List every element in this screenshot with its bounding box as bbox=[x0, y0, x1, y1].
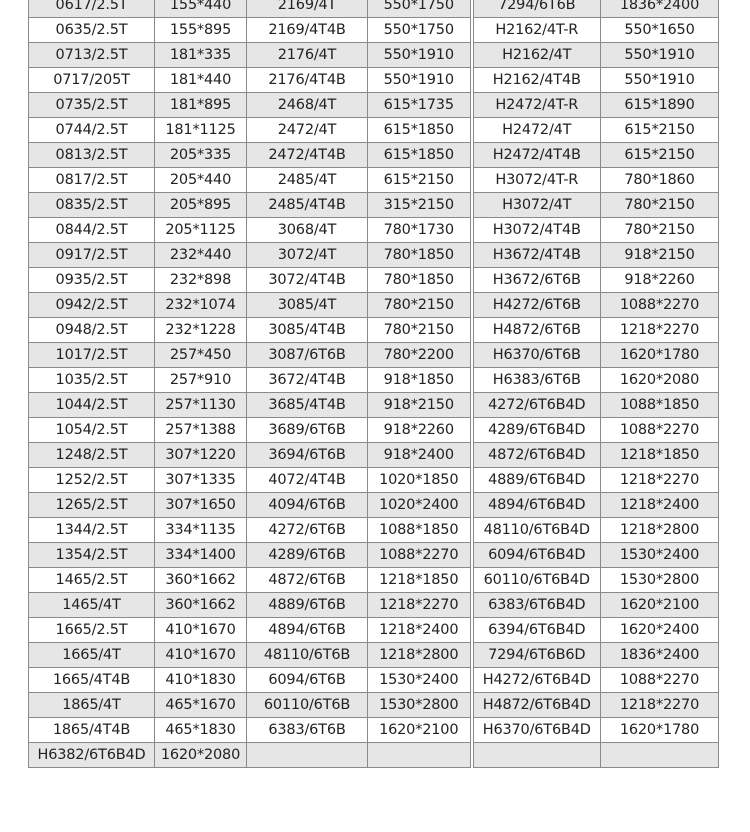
cell-model-c: H4872/6T6B bbox=[472, 318, 601, 343]
cell-size-a: 205*440 bbox=[155, 168, 247, 193]
table-row bbox=[29, 93, 719, 118]
cell-size-a: 232*1228 bbox=[155, 318, 247, 343]
cell-size-b: 615*2150 bbox=[368, 168, 472, 193]
cell-model-c: H3072/4T4B bbox=[472, 218, 601, 243]
cell-model-a: 0817/2.5T bbox=[29, 168, 155, 193]
cell-size-b: 780*2150 bbox=[368, 318, 472, 343]
cell-size-a: 257*450 bbox=[155, 343, 247, 368]
cell-size-c: 918*2260 bbox=[601, 268, 719, 293]
cell-model-c bbox=[472, 743, 601, 768]
cell-size-c: 918*2150 bbox=[601, 243, 719, 268]
cell-model-a: 1248/2.5T bbox=[29, 443, 155, 468]
table-row bbox=[29, 393, 719, 418]
cell-size-b: 1530*2400 bbox=[368, 668, 472, 693]
cell-model-b: 2468/4T bbox=[247, 93, 368, 118]
table-row bbox=[29, 593, 719, 618]
cell-size-b: 315*2150 bbox=[368, 193, 472, 218]
cell-size-a: 181*440 bbox=[155, 68, 247, 93]
cell-size-c: 1530*2800 bbox=[601, 568, 719, 593]
cell-size-b: 615*1850 bbox=[368, 118, 472, 143]
cell-model-c: H3072/4T bbox=[472, 193, 601, 218]
cell-size-b bbox=[368, 743, 472, 768]
cell-size-a: 334*1135 bbox=[155, 518, 247, 543]
cell-size-a: 410*1830 bbox=[155, 668, 247, 693]
cell-size-c: 1218*2270 bbox=[601, 468, 719, 493]
cell-size-b: 1218*2270 bbox=[368, 593, 472, 618]
cell-size-b: 780*1850 bbox=[368, 243, 472, 268]
cell-model-c: H2162/4T4B bbox=[472, 68, 601, 93]
cell-size-c: 550*1650 bbox=[601, 18, 719, 43]
cell-model-c: H3672/4T4B bbox=[472, 243, 601, 268]
cell-model-c: 4894/6T6B4D bbox=[472, 493, 601, 518]
table-row bbox=[29, 168, 719, 193]
cell-size-b: 550*1750 bbox=[368, 18, 472, 43]
table-row bbox=[29, 268, 719, 293]
cell-size-c: 1530*2400 bbox=[601, 543, 719, 568]
cell-model-a: 0617/2.5T bbox=[29, 0, 155, 18]
cell-size-b: 918*2400 bbox=[368, 443, 472, 468]
cell-model-c: 4289/6T6B4D bbox=[472, 418, 601, 443]
spec-table-body bbox=[29, 0, 719, 768]
cell-model-b: 6094/6T6B bbox=[247, 668, 368, 693]
table-row bbox=[29, 343, 719, 368]
cell-size-c: 1218*1850 bbox=[601, 443, 719, 468]
cell-model-b: 3085/4T4B bbox=[247, 318, 368, 343]
cell-size-b: 550*1910 bbox=[368, 68, 472, 93]
cell-model-b: 3685/4T4B bbox=[247, 393, 368, 418]
cell-size-a: 465*1830 bbox=[155, 718, 247, 743]
cell-model-a: 1252/2.5T bbox=[29, 468, 155, 493]
table-row bbox=[29, 493, 719, 518]
cell-model-a: 1054/2.5T bbox=[29, 418, 155, 443]
cell-model-a: 1017/2.5T bbox=[29, 343, 155, 368]
cell-size-c: 780*2150 bbox=[601, 193, 719, 218]
cell-size-b: 1620*2100 bbox=[368, 718, 472, 743]
cell-size-b: 918*2150 bbox=[368, 393, 472, 418]
cell-size-b: 550*1750 bbox=[368, 0, 472, 18]
cell-model-c: H2162/4T bbox=[472, 43, 601, 68]
cell-size-c: 1218*2400 bbox=[601, 493, 719, 518]
cell-model-a: 0917/2.5T bbox=[29, 243, 155, 268]
table-row bbox=[29, 143, 719, 168]
cell-model-b: 2472/4T4B bbox=[247, 143, 368, 168]
cell-model-b: 3072/4T bbox=[247, 243, 368, 268]
cell-size-a: 232*1074 bbox=[155, 293, 247, 318]
cell-size-a: 257*1130 bbox=[155, 393, 247, 418]
table-row bbox=[29, 368, 719, 393]
cell-model-c: H4272/6T6B4D bbox=[472, 668, 601, 693]
cell-size-b: 918*1850 bbox=[368, 368, 472, 393]
cell-size-b: 1088*2270 bbox=[368, 543, 472, 568]
cell-model-c: 60110/6T6B4D bbox=[472, 568, 601, 593]
cell-size-b: 615*1735 bbox=[368, 93, 472, 118]
cell-model-a: 1044/2.5T bbox=[29, 393, 155, 418]
cell-model-a: 1665/4T4B bbox=[29, 668, 155, 693]
cell-model-b: 2485/4T bbox=[247, 168, 368, 193]
cell-size-c: 1620*2400 bbox=[601, 618, 719, 643]
cell-size-b: 918*2260 bbox=[368, 418, 472, 443]
cell-size-a: 410*1670 bbox=[155, 618, 247, 643]
cell-size-a: 1620*2080 bbox=[155, 743, 247, 768]
cell-size-a: 205*895 bbox=[155, 193, 247, 218]
cell-model-c: H6370/6T6B4D bbox=[472, 718, 601, 743]
cell-model-c: H2472/4T-R bbox=[472, 93, 601, 118]
table-row bbox=[29, 743, 719, 768]
cell-model-c: H2162/4T-R bbox=[472, 18, 601, 43]
cell-model-a: 1344/2.5T bbox=[29, 518, 155, 543]
cell-size-a: 465*1670 bbox=[155, 693, 247, 718]
cell-size-a: 205*335 bbox=[155, 143, 247, 168]
cell-size-b: 1218*2400 bbox=[368, 618, 472, 643]
cell-size-a: 410*1670 bbox=[155, 643, 247, 668]
cell-model-b: 4872/6T6B bbox=[247, 568, 368, 593]
cell-model-a: 1265/2.5T bbox=[29, 493, 155, 518]
table-row bbox=[29, 18, 719, 43]
spec-table bbox=[28, 0, 719, 768]
cell-size-a: 232*898 bbox=[155, 268, 247, 293]
cell-size-b: 780*2150 bbox=[368, 293, 472, 318]
cell-model-a: 1035/2.5T bbox=[29, 368, 155, 393]
cell-size-b: 550*1910 bbox=[368, 43, 472, 68]
table-row bbox=[29, 293, 719, 318]
table-row bbox=[29, 668, 719, 693]
cell-model-b: 4894/6T6B bbox=[247, 618, 368, 643]
cell-size-a: 155*440 bbox=[155, 0, 247, 18]
cell-model-a: 0713/2.5T bbox=[29, 43, 155, 68]
cell-size-c: 780*1860 bbox=[601, 168, 719, 193]
table-row bbox=[29, 693, 719, 718]
cell-model-a: 0813/2.5T bbox=[29, 143, 155, 168]
cell-model-a: 1865/4T bbox=[29, 693, 155, 718]
cell-model-b: 4889/6T6B bbox=[247, 593, 368, 618]
cell-size-c: 1620*2080 bbox=[601, 368, 719, 393]
cell-size-b: 1020*1850 bbox=[368, 468, 472, 493]
cell-size-c: 1218*2800 bbox=[601, 518, 719, 543]
cell-model-c: H3672/6T6B bbox=[472, 268, 601, 293]
cell-size-c: 615*2150 bbox=[601, 118, 719, 143]
cell-size-b: 780*1850 bbox=[368, 268, 472, 293]
cell-model-b: 3672/4T4B bbox=[247, 368, 368, 393]
cell-model-b: 3072/4T4B bbox=[247, 268, 368, 293]
cell-size-c: 1836*2400 bbox=[601, 643, 719, 668]
cell-model-b: 2169/4T bbox=[247, 0, 368, 18]
cell-model-c: H4872/6T6B4D bbox=[472, 693, 601, 718]
cell-model-c: 4872/6T6B4D bbox=[472, 443, 601, 468]
cell-model-c: H2472/4T bbox=[472, 118, 601, 143]
cell-model-c: H2472/4T4B bbox=[472, 143, 601, 168]
cell-model-b: 3087/6T6B bbox=[247, 343, 368, 368]
cell-model-a: 0744/2.5T bbox=[29, 118, 155, 143]
table-row bbox=[29, 418, 719, 443]
cell-model-a: 1665/4T bbox=[29, 643, 155, 668]
cell-model-a: 1465/4T bbox=[29, 593, 155, 618]
cell-size-c: 1218*2270 bbox=[601, 318, 719, 343]
cell-model-c: 6094/6T6B4D bbox=[472, 543, 601, 568]
cell-size-b: 1218*2800 bbox=[368, 643, 472, 668]
cell-model-c: H3072/4T-R bbox=[472, 168, 601, 193]
table-row bbox=[29, 318, 719, 343]
cell-model-a: 0844/2.5T bbox=[29, 218, 155, 243]
table-row bbox=[29, 118, 719, 143]
table-row bbox=[29, 543, 719, 568]
table-row bbox=[29, 243, 719, 268]
cell-size-a: 307*1650 bbox=[155, 493, 247, 518]
cell-model-b: 4072/4T4B bbox=[247, 468, 368, 493]
cell-model-a: 0835/2.5T bbox=[29, 193, 155, 218]
cell-size-c: 1088*1850 bbox=[601, 393, 719, 418]
cell-model-c: 4272/6T6B4D bbox=[472, 393, 601, 418]
cell-size-c: 550*1910 bbox=[601, 43, 719, 68]
cell-model-c: 7294/6T6B bbox=[472, 0, 601, 18]
table-row bbox=[29, 43, 719, 68]
cell-model-a: 0948/2.5T bbox=[29, 318, 155, 343]
cell-model-b: 3694/6T6B bbox=[247, 443, 368, 468]
cell-model-b bbox=[247, 743, 368, 768]
cell-size-a: 257*910 bbox=[155, 368, 247, 393]
cell-size-a: 181*1125 bbox=[155, 118, 247, 143]
cell-model-b: 2472/4T bbox=[247, 118, 368, 143]
cell-size-a: 360*1662 bbox=[155, 593, 247, 618]
cell-model-b: 4094/6T6B bbox=[247, 493, 368, 518]
cell-model-c: 4889/6T6B4D bbox=[472, 468, 601, 493]
cell-size-a: 307*1220 bbox=[155, 443, 247, 468]
cell-size-c: 1088*2270 bbox=[601, 668, 719, 693]
cell-size-b: 1020*2400 bbox=[368, 493, 472, 518]
table-row bbox=[29, 443, 719, 468]
table-row bbox=[29, 0, 719, 18]
table-row bbox=[29, 643, 719, 668]
cell-size-a: 307*1335 bbox=[155, 468, 247, 493]
cell-model-c: 48110/6T6B4D bbox=[472, 518, 601, 543]
cell-model-b: 2176/4T4B bbox=[247, 68, 368, 93]
cell-size-c: 550*1910 bbox=[601, 68, 719, 93]
cell-model-b: 2485/4T4B bbox=[247, 193, 368, 218]
table-row bbox=[29, 68, 719, 93]
table-row bbox=[29, 218, 719, 243]
cell-model-b: 2169/4T4B bbox=[247, 18, 368, 43]
cell-size-a: 360*1662 bbox=[155, 568, 247, 593]
cell-model-b: 48110/6T6B bbox=[247, 643, 368, 668]
cell-model-b: 4289/6T6B bbox=[247, 543, 368, 568]
cell-model-c: H4272/6T6B bbox=[472, 293, 601, 318]
cell-size-c: 1620*1780 bbox=[601, 718, 719, 743]
cell-model-a: 1465/2.5T bbox=[29, 568, 155, 593]
cell-size-b: 780*1730 bbox=[368, 218, 472, 243]
cell-model-b: 2176/4T bbox=[247, 43, 368, 68]
cell-model-c: 6383/6T6B4D bbox=[472, 593, 601, 618]
cell-model-b: 3068/4T bbox=[247, 218, 368, 243]
cell-size-b: 1530*2800 bbox=[368, 693, 472, 718]
cell-model-c: H6383/6T6B bbox=[472, 368, 601, 393]
cell-size-c: 1620*1780 bbox=[601, 343, 719, 368]
cell-size-c: 1088*2270 bbox=[601, 418, 719, 443]
cell-size-c bbox=[601, 743, 719, 768]
cell-size-b: 1218*1850 bbox=[368, 568, 472, 593]
cell-size-c: 1088*2270 bbox=[601, 293, 719, 318]
cell-model-b: 60110/6T6B bbox=[247, 693, 368, 718]
cell-size-a: 181*335 bbox=[155, 43, 247, 68]
cell-model-a: 1665/2.5T bbox=[29, 618, 155, 643]
cell-size-c: 615*1890 bbox=[601, 93, 719, 118]
cell-model-a: 0935/2.5T bbox=[29, 268, 155, 293]
cell-model-a: 0735/2.5T bbox=[29, 93, 155, 118]
cell-size-a: 155*895 bbox=[155, 18, 247, 43]
table-row bbox=[29, 468, 719, 493]
cell-size-a: 232*440 bbox=[155, 243, 247, 268]
table-row bbox=[29, 193, 719, 218]
cell-model-a: 1354/2.5T bbox=[29, 543, 155, 568]
cell-model-a: 1865/4T4B bbox=[29, 718, 155, 743]
cell-model-a: 0942/2.5T bbox=[29, 293, 155, 318]
table-row bbox=[29, 618, 719, 643]
cell-model-a: H6382/6T6B4D bbox=[29, 743, 155, 768]
cell-model-c: 6394/6T6B4D bbox=[472, 618, 601, 643]
cell-size-c: 615*2150 bbox=[601, 143, 719, 168]
cell-size-a: 181*895 bbox=[155, 93, 247, 118]
table-row bbox=[29, 568, 719, 593]
cell-size-c: 1836*2400 bbox=[601, 0, 719, 18]
cell-size-a: 205*1125 bbox=[155, 218, 247, 243]
cell-model-b: 3689/6T6B bbox=[247, 418, 368, 443]
cell-size-a: 334*1400 bbox=[155, 543, 247, 568]
cell-size-c: 1218*2270 bbox=[601, 693, 719, 718]
cell-size-b: 615*1850 bbox=[368, 143, 472, 168]
cell-size-c: 1620*2100 bbox=[601, 593, 719, 618]
cell-model-a: 0635/2.5T bbox=[29, 18, 155, 43]
cell-size-b: 1088*1850 bbox=[368, 518, 472, 543]
cell-model-c: 7294/6T6B6D bbox=[472, 643, 601, 668]
cell-model-b: 6383/6T6B bbox=[247, 718, 368, 743]
table-row bbox=[29, 718, 719, 743]
cell-size-a: 257*1388 bbox=[155, 418, 247, 443]
cell-model-a: 0717/205T bbox=[29, 68, 155, 93]
table-row bbox=[29, 518, 719, 543]
cell-model-c: H6370/6T6B bbox=[472, 343, 601, 368]
cell-model-b: 3085/4T bbox=[247, 293, 368, 318]
cell-size-b: 780*2200 bbox=[368, 343, 472, 368]
cell-model-b: 4272/6T6B bbox=[247, 518, 368, 543]
cell-size-c: 780*2150 bbox=[601, 218, 719, 243]
